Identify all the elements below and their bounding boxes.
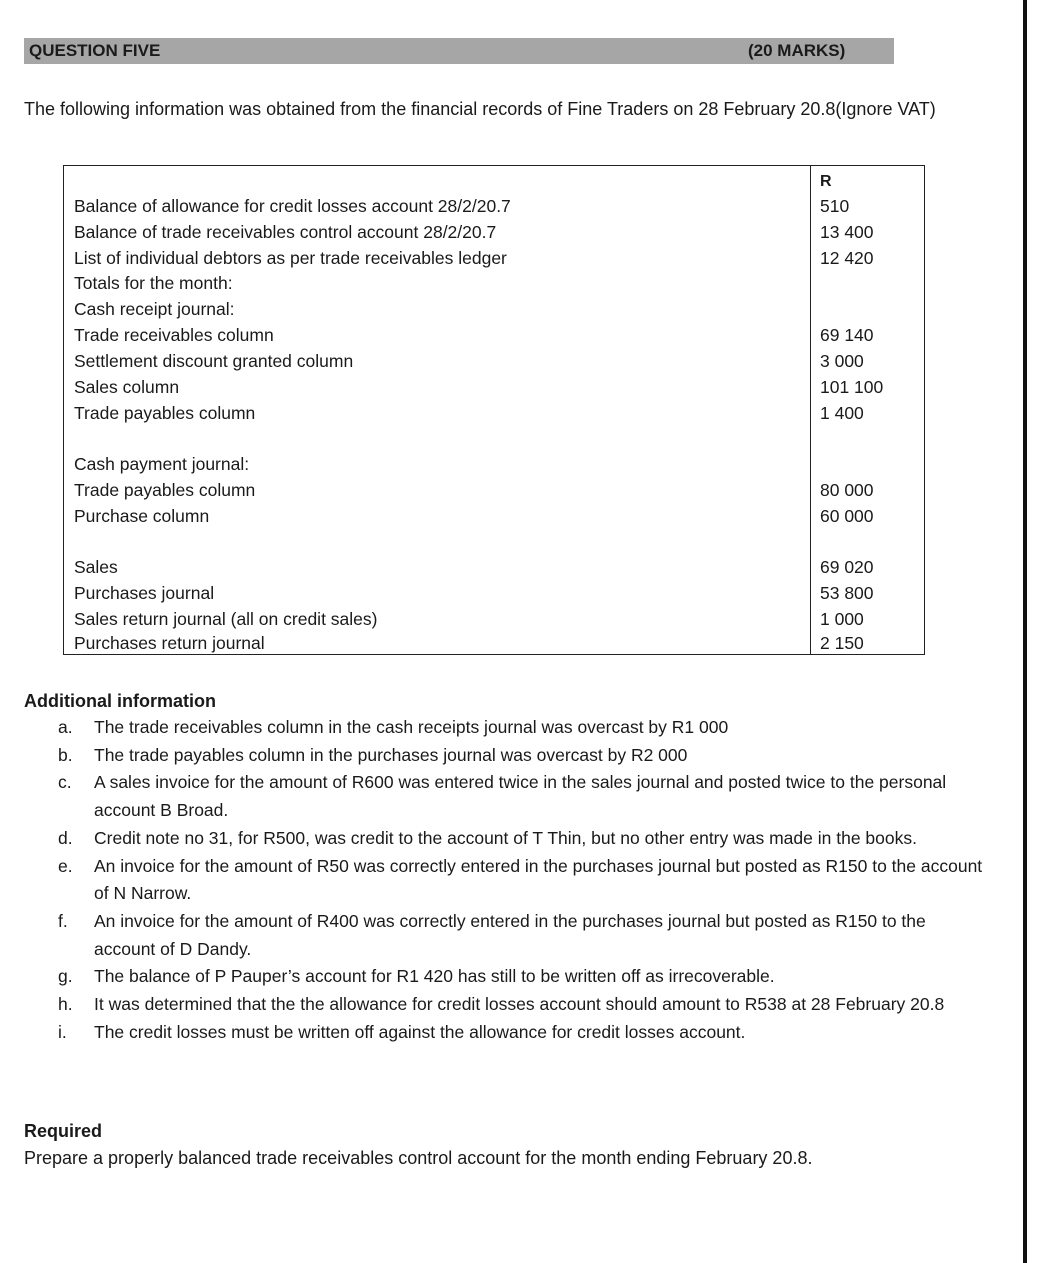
- required-heading: Required: [24, 1121, 103, 1141]
- table-row: [64, 580, 924, 606]
- row-amount: 1 000: [820, 609, 864, 629]
- list-marker: a.: [58, 717, 73, 737]
- row-label: Balance of allowance for credit losses account 28/2/20.7: [74, 196, 511, 216]
- table-row: [64, 554, 924, 580]
- table-row: [64, 606, 924, 632]
- list-item-text: Credit note no 31, for R500, was credit to the account of T Thin, but no other entry was made in the books.: [94, 827, 917, 848]
- table-row: [64, 630, 924, 656]
- row-amount: 60 000: [820, 506, 874, 526]
- list-item: [24, 769, 984, 824]
- row-amount: 69 020: [820, 557, 874, 577]
- list-item: [24, 1019, 984, 1047]
- row-label: Sales: [74, 557, 118, 577]
- list-marker: i.: [58, 1021, 67, 1042]
- question-marks: (20 MARKS): [748, 41, 846, 60]
- list-marker: d.: [58, 827, 73, 848]
- row-label: Balance of trade receivables control account 28/2/20.7: [74, 222, 497, 242]
- list-item: [24, 991, 984, 1019]
- list-item: [24, 963, 984, 991]
- list-marker: c.: [58, 772, 72, 793]
- intro-paragraph: The following information was obtained from the financial records of Fine Traders on 28 February 20.8(Ignore VAT): [24, 99, 936, 119]
- row-label: Trade payables column: [74, 480, 256, 500]
- table-row: [64, 219, 924, 245]
- row-label: Purchase column: [74, 506, 210, 526]
- additional-info-heading: Additional information: [24, 691, 216, 711]
- list-item-text: The trade payables column in the purchases journal was overcast by R2 000: [94, 744, 688, 765]
- currency-column-header: R: [820, 173, 832, 190]
- list-item-text: An invoice for the amount of R50 was correctly entered in the purchases journal but posted as R150 to the account of N Narrow.: [94, 855, 983, 904]
- table-row: [64, 348, 924, 374]
- list-marker: e.: [58, 855, 73, 876]
- table-row: [64, 193, 924, 219]
- table-row: [64, 245, 924, 271]
- row-label: Sales return journal (all on credit sales): [74, 609, 378, 629]
- list-item: [24, 908, 984, 963]
- list-item-text: It was determined that the the allowance for credit losses account should amount to R538 at 28 February 20.8: [94, 994, 945, 1015]
- row-label: Settlement discount granted column: [74, 351, 354, 371]
- list-marker: h.: [58, 994, 73, 1015]
- row-amount: 2 150: [820, 633, 864, 653]
- row-label: Sales column: [74, 377, 180, 397]
- row-label: Trade receivables column: [74, 325, 274, 345]
- required-text: Prepare a properly balanced trade receivables control account for the month ending February 20.8.: [24, 1148, 813, 1168]
- row-label: Cash payment journal:: [74, 454, 250, 474]
- additional-info-list: [24, 714, 984, 1046]
- list-item: [24, 714, 984, 742]
- list-item-text: The balance of P Pauper’s account for R1 420 has still to be written off as irrecoverable.: [94, 966, 775, 987]
- row-label: Trade payables column: [74, 403, 256, 423]
- list-item-text: The trade receivables column in the cash receipts journal was overcast by R1 000: [94, 717, 729, 737]
- list-marker: g.: [58, 966, 73, 987]
- row-label: Totals for the month:: [74, 273, 233, 293]
- row-amount: 53 800: [820, 583, 874, 603]
- row-amount: 101 100: [820, 377, 884, 397]
- row-amount: 13 400: [820, 222, 874, 242]
- row-amount: 510: [820, 196, 850, 216]
- row-label: Cash receipt journal:: [74, 299, 235, 319]
- list-item: [24, 742, 984, 770]
- row-amount: 12 420: [820, 248, 874, 268]
- row-amount: 69 140: [820, 325, 874, 345]
- list-marker: f.: [58, 910, 68, 931]
- list-marker: b.: [58, 744, 73, 765]
- row-label: Purchases return journal: [74, 633, 265, 653]
- table-row: [64, 270, 924, 296]
- list-item-text: An invoice for the amount of R400 was correctly entered in the purchases journal but posted as R150 to the account of D Dandy.: [94, 910, 926, 959]
- page-edge-line: [1023, 0, 1027, 1263]
- financial-data-table: [63, 165, 925, 655]
- row-amount: 80 000: [820, 480, 874, 500]
- row-label: List of individual debtors as per trade receivables ledger: [74, 248, 507, 268]
- question-title: QUESTION FIVE: [29, 41, 161, 60]
- row-amount: 3 000: [820, 351, 864, 371]
- table-row: [64, 374, 924, 400]
- list-item: [24, 853, 984, 908]
- table-row: [64, 400, 924, 426]
- row-amount: 1 400: [820, 403, 864, 423]
- table-row: [64, 451, 924, 477]
- row-label: Purchases journal: [74, 583, 215, 603]
- table-row: [64, 296, 924, 322]
- list-item-text: A sales invoice for the amount of R600 was entered twice in the sales journal and posted twice to the personal account B Broad.: [94, 772, 947, 821]
- table-row: [64, 503, 924, 529]
- list-item-text: The credit losses must be written off against the allowance for credit losses account.: [94, 1021, 746, 1042]
- table-row: [64, 477, 924, 503]
- question-header-bar: [24, 38, 894, 64]
- table-row: [64, 322, 924, 348]
- list-item: [24, 825, 984, 853]
